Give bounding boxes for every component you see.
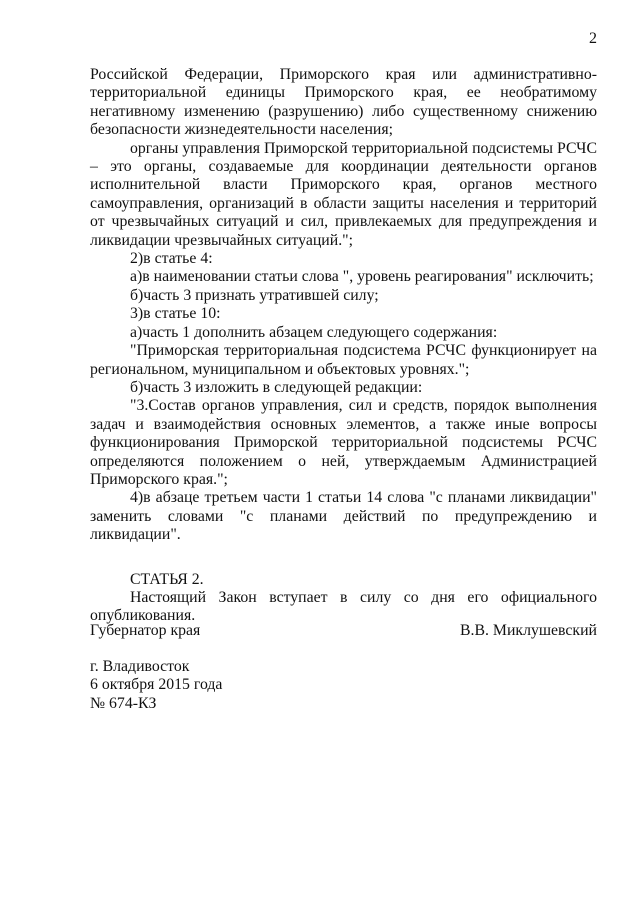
footer-law-number: № 674-КЗ bbox=[90, 694, 157, 712]
document-body bbox=[90, 66, 597, 626]
footer-date: 6 октября 2015 года bbox=[90, 676, 223, 694]
paragraph-item-4: 4)в абзаце третьем части 1 статьи 14 слова "с планами ликвидации" заменить словами "с планами действий по предупреждению и ликвидации". bbox=[90, 489, 597, 544]
paragraph-item-3b: б)часть 3 изложить в следующей редакции: bbox=[130, 378, 423, 396]
signatory-name: В.В. Миклушевский bbox=[459, 622, 597, 639]
paragraph-quote-composition: "3.Состав органов управления, сил и средств, порядок выполнения задач и взаимодействия основных элементов, а также иные вопросы функционирования Приморской территориальной подсистемы РСЧС определяются положением о ней, утверждаемым Администрацией Приморского края."; bbox=[90, 397, 597, 488]
paragraph-item-2b: б)часть 3 признать утратившей силу; bbox=[130, 286, 379, 304]
signature-block bbox=[90, 622, 597, 640]
footer-city: г. Владивосток bbox=[90, 658, 190, 675]
section-spacer bbox=[90, 545, 597, 571]
paragraph-definition-continuation: Российской Федерации, Приморского края или административно-территориальной единицы Приморского края, ее необратимому негативному изменению (разрушению) либо существенному снижению безопасности жизнедеятельности населения; bbox=[90, 66, 597, 139]
paragraph-item-2: 2)в статье 4: bbox=[130, 250, 213, 268]
paragraph-quote-functioning: "Приморская территориальная подсистема РСЧС функционирует на региональном, муниципальном и объектовых уровнях."; bbox=[90, 342, 597, 378]
paragraph-item-3a: а)часть 1 дополнить абзацем следующего содержания: bbox=[130, 323, 498, 341]
document-footer bbox=[90, 658, 222, 713]
page-number: 2 bbox=[589, 30, 597, 47]
paragraph-management-bodies: органы управления Приморской территориальной подсистемы РСЧС – это органы, создаваемые для координации деятельности органов исполнительной власти Приморского края, органов местного самоуправления, организаций в области защиты населения и территорий от чрезвычайных ситуаций и сил, привлекаемых для предупреждения и ликвидации чрезвычайных ситуаций."; bbox=[90, 139, 597, 249]
paragraph-entry-into-force: Настоящий Закон вступает в силу со дня его официального опубликования. bbox=[90, 588, 597, 625]
signatory-position: Губернатор края bbox=[90, 622, 201, 639]
paragraph-item-3: 3)в статье 10: bbox=[130, 305, 221, 323]
paragraph-item-2a: а)в наименовании статьи слова ", уровень реагирования" исключить; bbox=[130, 268, 594, 286]
article-heading: СТАТЬЯ 2. bbox=[130, 570, 204, 588]
